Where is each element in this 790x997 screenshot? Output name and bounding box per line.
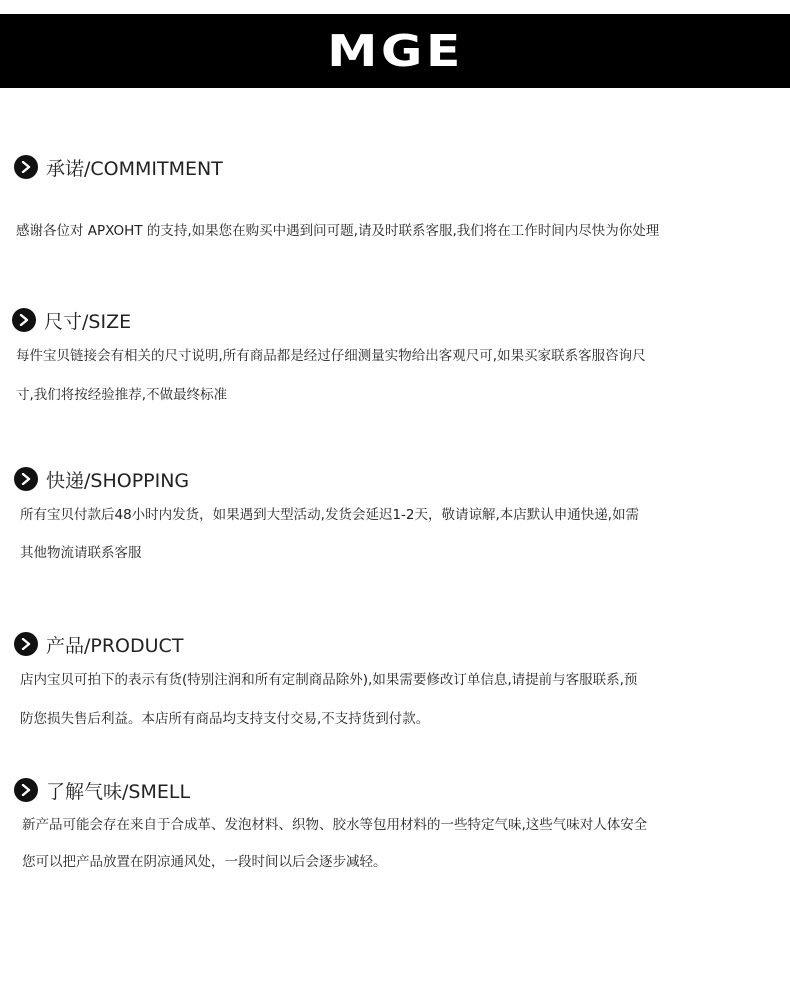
section-heading-product xyxy=(14,629,183,659)
section-title: 承诺/COMMITMENT xyxy=(46,157,223,180)
section-heading-shopping xyxy=(14,464,189,494)
arrow-right-icon xyxy=(12,308,36,332)
section-paragraph-line: 店内宝贝可拍下的表示有货(特别注润和所有定制商品除外),如果需要修改订单信息,请提前与客服联系,预 xyxy=(20,672,638,688)
section-heading-smell xyxy=(14,775,190,805)
section-paragraph-line: 防您损失售后利益。本店所有商品均支持支付交易,不支持货到付款。 xyxy=(20,711,430,727)
section-paragraph-line: 您可以把产品放置在阴凉通风处，一段时间以后会逐步减轻。 xyxy=(22,854,387,870)
section-title: 了解气味/SMELL xyxy=(46,780,191,803)
arrow-right-icon xyxy=(14,467,38,491)
brand-banner xyxy=(0,14,790,88)
section-paragraph-line: 新产品可能会存在来自于合成革、发泡材料、织物、胶水等包用材料的一些特定气味,这些气味对人体安全 xyxy=(22,817,648,833)
section-paragraph-line: 寸,我们将按经验推荐,不做最终标准 xyxy=(16,387,228,403)
arrow-right-icon xyxy=(14,632,38,656)
section-title: 产品/PRODUCT xyxy=(46,634,184,657)
brand-logo: MGE xyxy=(326,25,464,77)
section-title: 快递/SHOPPING xyxy=(46,469,190,492)
section-heading-commitment xyxy=(14,152,223,182)
section-title: 尺寸/SIZE xyxy=(44,310,132,333)
section-paragraph-line: 所有宝贝付款后48小时内发货，如果遇到大型活动,发货会延迟1-2天，敬请谅解,本店默认申通快递,如需 xyxy=(20,507,640,523)
arrow-right-icon xyxy=(14,155,38,179)
section-paragraph-line: 每件宝贝链接会有相关的尺寸说明,所有商品都是经过仔细测量实物给出客观尺可,如果买家联系客服咨询尺 xyxy=(16,348,646,364)
arrow-right-icon xyxy=(14,778,38,802)
section-paragraph-line: 其他物流请联系客服 xyxy=(20,545,142,561)
section-heading-size xyxy=(12,305,131,335)
section-paragraph-line: 感谢各位对 APXOHT 的支持,如果您在购买中遇到问可题,请及时联系客服,我们将在工作时间内尽快为你处理 xyxy=(16,223,660,239)
